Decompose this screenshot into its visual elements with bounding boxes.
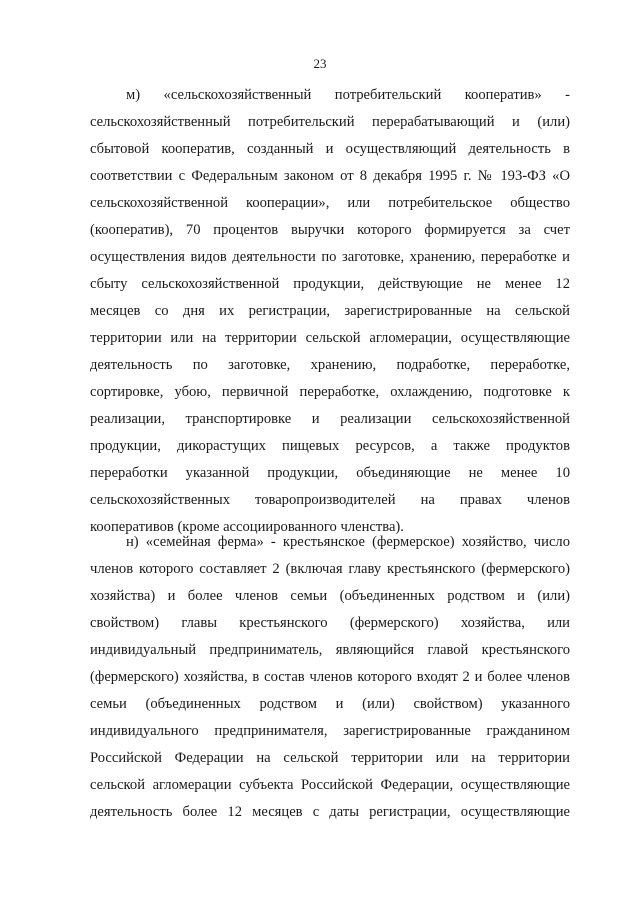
text-line: членов которого составляет 2 (включая главу крестьянского (фермерского) (90, 561, 570, 577)
text-line: продукции, дикорастущих пищевых ресурсов, а также продуктов (90, 438, 570, 454)
text-line: месяцев со дня их регистрации, зарегистрированные на сельской (90, 303, 570, 319)
text-line: деятельность более 12 месяцев с даты регистрации, осуществляющие (90, 804, 570, 820)
text-line: м) «сельскохозяйственный потребительский кооператив» - (126, 87, 570, 103)
text-line: индивидуального предпринимателя, зарегистрированные гражданином (90, 723, 570, 739)
text-line: деятельность по заготовке, хранению, подработке, переработке, (90, 357, 570, 373)
text-line: кооперативов (кроме ассоциированного членства). (90, 519, 404, 535)
text-line: хозяйства) и более членов семьи (объединенных родством и (или) (90, 588, 570, 604)
text-line: свойством) главы крестьянского (фермерского) хозяйства, или (90, 615, 570, 631)
text-line: сельскохозяйственной кооперации», или потребительское общество (90, 195, 570, 211)
text-line: н) «семейная ферма» - крестьянское (фермерское) хозяйство, число (126, 534, 570, 550)
text-line: сбытовой кооператив, созданный и осуществляющий деятельность в (90, 141, 570, 157)
paragraph-n (90, 529, 570, 826)
text-line: сельской агломерации субъекта Российской Федерации, осуществляющие (90, 777, 570, 793)
page-number: 23 (313, 56, 327, 71)
text-line: Российской Федерации на сельской территории или на территории (90, 750, 570, 766)
text-line: сельскохозяйственный потребительский перерабатывающий и (или) (90, 114, 570, 130)
text-line: сортировке, убою, первичной переработке, охлаждению, подготовке к (90, 384, 570, 400)
text-line: семьи (объединенных родством и (или) свойством) указанного (90, 696, 570, 712)
text-line: сельскохозяйственных товаропроизводителей на правах членов (90, 492, 570, 508)
text-line: осуществления видов деятельности по заготовке, хранению, переработке и (90, 249, 570, 265)
text-line: (кооператив), 70 процентов выручки которого формируется за счет (90, 222, 570, 238)
text-line: реализации, транспортировке и реализации сельскохозяйственной (90, 411, 570, 427)
text-line: соответствии с Федеральным законом от 8 декабря 1995 г. № 193-ФЗ «О (90, 168, 570, 184)
text-line: индивидуальный предприниматель, являющийся главой крестьянского (90, 642, 570, 658)
text-line: территории или на территории сельской агломерации, осуществляющие (90, 330, 570, 346)
text-line: (фермерского) хозяйства, в состав членов которого входят 2 и более членов (90, 669, 570, 685)
paragraph-m (90, 82, 570, 541)
text-line: переработки указанной продукции, объединяющие не менее 10 (90, 465, 570, 481)
text-line: сбыту сельскохозяйственной продукции, действующие не менее 12 (90, 276, 570, 292)
